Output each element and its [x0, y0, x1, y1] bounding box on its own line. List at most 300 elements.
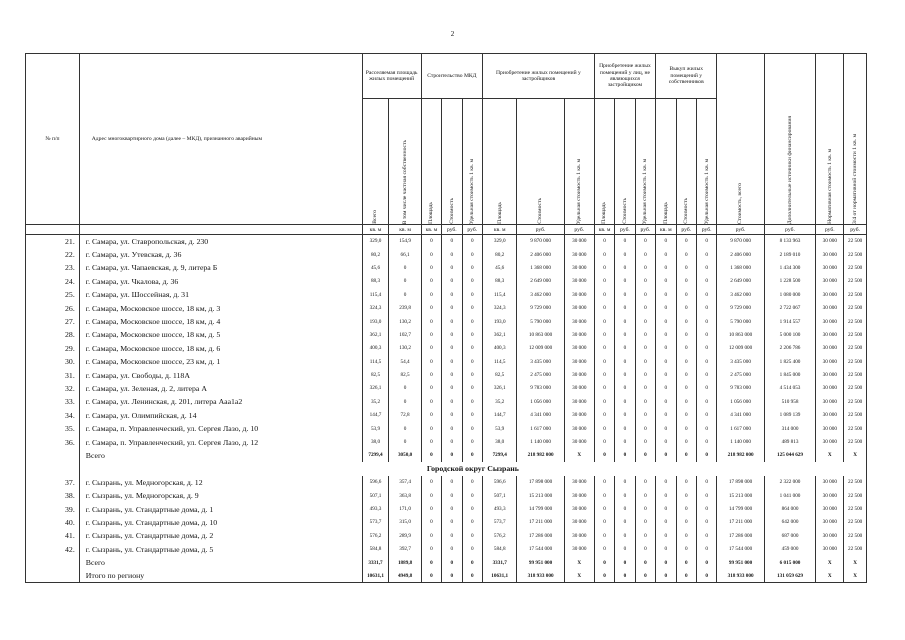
table-row [26, 235, 867, 248]
row-value: 0 [696, 315, 716, 328]
row-value: 0 [696, 248, 716, 261]
row-value: 0 [676, 248, 696, 261]
row-value: 0 [442, 476, 462, 489]
col-extra-src-header: Дополнительные источники финансирования [764, 54, 816, 225]
row-value: 0 [635, 275, 655, 288]
row-value: 400,3 [362, 342, 389, 355]
row-value: 0 [656, 235, 676, 248]
total-value: Х [564, 569, 594, 582]
group-nondeveloper-header: Приобретение жилых помещений у лиц, не являющихся застройщиком [594, 54, 655, 99]
sub-area-header: Площадь [421, 99, 441, 225]
row-value: 4 514 053 [764, 382, 816, 395]
row-value: 0 [615, 355, 635, 368]
row-value: 0 [696, 476, 716, 489]
total-value: 0 [615, 569, 635, 582]
row-value: 0 [462, 529, 482, 542]
unit-label: руб. [517, 225, 564, 235]
row-value: 38,0 [483, 435, 517, 448]
row-address: г. Самара, п. Управленческий, ул. Сергея Лазо, д. 12 [79, 435, 362, 448]
row-value: 45,6 [362, 261, 389, 274]
row-value: 0 [594, 235, 614, 248]
unit-label: руб. [844, 225, 867, 235]
row-value: 329,0 [483, 235, 517, 248]
row-value: 5 790 000 [717, 315, 764, 328]
row-value: 0 [462, 315, 482, 328]
row-value: 30 000 [564, 542, 594, 555]
row-value: 22 500 [844, 476, 867, 489]
row-value: 0 [615, 435, 635, 448]
row-value: 0 [676, 489, 696, 502]
unit-label: кв. м [389, 225, 421, 235]
unit-label: руб. [696, 225, 716, 235]
row-address: г. Самара, ул. Свободы, д. 118А [79, 368, 362, 381]
row-value: 2 189 010 [764, 248, 816, 261]
row-value: 0 [594, 315, 614, 328]
row-value: 1 368 000 [517, 261, 564, 274]
table-row [26, 261, 867, 274]
row-value: 0 [462, 542, 482, 555]
sub-private-header: В том числе частная собственность [389, 99, 421, 225]
row-value: 329,0 [362, 235, 389, 248]
row-value: 0 [656, 261, 676, 274]
table-row [26, 409, 867, 422]
row-address: г. Сызрань, ул. Медногорская, д. 12 [79, 476, 362, 489]
table-body [26, 235, 867, 583]
row-value: 9 783 000 [717, 382, 764, 395]
row-value: 0 [635, 489, 655, 502]
sub-cost-header: Стоимость [442, 99, 462, 225]
row-value: 0 [442, 261, 462, 274]
row-address: г. Самара, ул. Зеленая, д. 2, литера А [79, 382, 362, 395]
row-value: 0 [635, 248, 655, 261]
row-value: 0 [421, 489, 441, 502]
row-value: 493,3 [362, 502, 389, 515]
row-value: 362,1 [483, 328, 517, 341]
row-number: 30. [26, 355, 80, 368]
row-value: 0 [615, 476, 635, 489]
row-number: 24. [26, 275, 80, 288]
total-label: Всего [79, 449, 362, 462]
row-number: 42. [26, 542, 80, 555]
row-number: 29. [26, 342, 80, 355]
row-value: 0 [462, 301, 482, 314]
row-value: 0 [635, 516, 655, 529]
row-value: 0 [696, 355, 716, 368]
row-value: 22 500 [844, 409, 867, 422]
row-value: 0 [615, 409, 635, 422]
row-value: 0 [656, 315, 676, 328]
row-value: 130,2 [389, 315, 421, 328]
row-value: 507,1 [483, 489, 517, 502]
row-value: 0 [635, 368, 655, 381]
total-value: 3331,7 [483, 556, 517, 569]
total-value: 10631,1 [362, 569, 389, 582]
row-value: 0 [389, 435, 421, 448]
table-row [26, 382, 867, 395]
row-value: 0 [462, 328, 482, 341]
table-row [26, 422, 867, 435]
total-value: 0 [676, 556, 696, 569]
row-value: 22 500 [844, 342, 867, 355]
row-value: 30 000 [816, 342, 844, 355]
row-value: 2 406 000 [717, 248, 764, 261]
row-value: 0 [442, 368, 462, 381]
row-value: 30 000 [564, 328, 594, 341]
row-value: 30 000 [564, 342, 594, 355]
row-value: 171,0 [389, 502, 421, 515]
sub-unit-cost-header: Удельная стоимость 1 кв. м [564, 99, 594, 225]
total-value: 0 [656, 449, 676, 462]
row-value: 0 [594, 529, 614, 542]
row-value: 30 000 [816, 368, 844, 381]
row-value: 0 [676, 288, 696, 301]
row-value: 0 [676, 435, 696, 448]
row-value: 596,6 [362, 476, 389, 489]
row-value: 3 435 000 [717, 355, 764, 368]
row-value: 0 [696, 422, 716, 435]
table-row [26, 342, 867, 355]
row-value: 22 500 [844, 315, 867, 328]
row-value: 2 206 786 [764, 342, 816, 355]
row-value: 1 140 000 [717, 435, 764, 448]
row-value: 0 [676, 368, 696, 381]
unit-label: руб. [564, 225, 594, 235]
row-value: 30 000 [564, 288, 594, 301]
row-value: 0 [594, 516, 614, 529]
row-value: 642 000 [764, 516, 816, 529]
row-value: 0 [389, 382, 421, 395]
table-row [26, 502, 867, 515]
row-value: 45,6 [483, 261, 517, 274]
total-row [26, 556, 867, 569]
row-value: 0 [676, 395, 696, 408]
total-value: 0 [442, 449, 462, 462]
section-row [26, 462, 867, 475]
row-value: 0 [676, 542, 696, 555]
table-row [26, 368, 867, 381]
row-value: 0 [696, 395, 716, 408]
unit-label: руб. [816, 225, 844, 235]
row-value: 357,4 [389, 476, 421, 489]
row-value: 0 [462, 489, 482, 502]
row-value: 22 500 [844, 529, 867, 542]
row-value: 0 [421, 328, 441, 341]
row-value: 144,7 [483, 409, 517, 422]
table-row [26, 476, 867, 489]
total-value: 0 [635, 449, 655, 462]
row-value: 0 [594, 368, 614, 381]
row-value: 0 [442, 422, 462, 435]
row-value: 0 [635, 542, 655, 555]
total-label: Всего [79, 556, 362, 569]
row-value: 0 [462, 275, 482, 288]
row-value: 0 [594, 476, 614, 489]
row-address: г. Самара, ул. Олимпийская, д. 14 [79, 409, 362, 422]
section-title: Городской округ Сызрань [79, 462, 866, 475]
row-value: 0 [615, 516, 635, 529]
total-value: 0 [635, 569, 655, 582]
row-value: 0 [656, 489, 676, 502]
row-value: 0 [442, 315, 462, 328]
row-value: 22 500 [844, 516, 867, 529]
row-value: 144,7 [362, 409, 389, 422]
row-value: 0 [594, 502, 614, 515]
row-value: 489 813 [764, 435, 816, 448]
row-value: 1 056 000 [717, 395, 764, 408]
row-value: 0 [676, 275, 696, 288]
row-value: 0 [635, 435, 655, 448]
row-value: 0 [421, 435, 441, 448]
row-value: 0 [696, 261, 716, 274]
row-value: 0 [615, 502, 635, 515]
row-value: 22 500 [844, 435, 867, 448]
row-number: 26. [26, 301, 80, 314]
row-value: 573,7 [362, 516, 389, 529]
total-value: Х [816, 556, 844, 569]
total-value: 0 [696, 556, 716, 569]
row-value: 0 [421, 315, 441, 328]
row-value: 0 [656, 529, 676, 542]
row-value: 30 000 [564, 529, 594, 542]
row-value: 88,3 [362, 275, 389, 288]
row-value: 54,4 [389, 355, 421, 368]
row-address: г. Самара, ул. Ленинская, д. 201, литера Ааа1а2 [79, 395, 362, 408]
row-value: 0 [594, 355, 614, 368]
row-value: 0 [696, 342, 716, 355]
total-value: 0 [421, 569, 441, 582]
row-value: 30 000 [816, 435, 844, 448]
row-value: 0 [635, 409, 655, 422]
row-value: 0 [635, 529, 655, 542]
row-value: 0 [594, 489, 614, 502]
row-number: 32. [26, 382, 80, 395]
row-value: 114,5 [483, 355, 517, 368]
row-value: 0 [615, 235, 635, 248]
row-number: 36. [26, 435, 80, 448]
row-value: 30 000 [816, 382, 844, 395]
row-value: 4 341 000 [517, 409, 564, 422]
row-value: 0 [462, 435, 482, 448]
row-value: 22 500 [844, 288, 867, 301]
total-value: 7299,4 [362, 449, 389, 462]
total-value: 0 [615, 556, 635, 569]
row-value: 363,8 [389, 489, 421, 502]
row-value: 30 000 [816, 288, 844, 301]
row-value: 326,1 [362, 382, 389, 395]
row-value: 0 [615, 248, 635, 261]
row-value: 1 617 000 [517, 422, 564, 435]
row-value: 0 [676, 342, 696, 355]
row-address: г. Самара, п. Управленческий, ул. Сергея Лазо, д. 10 [79, 422, 362, 435]
row-value: 0 [696, 529, 716, 542]
row-value: 0 [421, 368, 441, 381]
row-value: 0 [635, 382, 655, 395]
row-value: 0 [656, 476, 676, 489]
row-value: 30 000 [816, 301, 844, 314]
unit-label: кв. м [483, 225, 517, 235]
row-value: 5 000 100 [764, 328, 816, 341]
row-value: 0 [676, 235, 696, 248]
row-value: 15 213 000 [517, 489, 564, 502]
row-value: 0 [442, 529, 462, 542]
row-value: 30 000 [816, 529, 844, 542]
row-value: 0 [442, 502, 462, 515]
total-value: 1889,8 [389, 556, 421, 569]
row-value: 0 [462, 516, 482, 529]
total-value: 0 [676, 449, 696, 462]
row-number: 22. [26, 248, 80, 261]
row-value: 1 825 400 [764, 355, 816, 368]
row-value: 30 000 [564, 409, 594, 422]
row-number: 40. [26, 516, 80, 529]
row-value: 0 [421, 301, 441, 314]
total-value: 0 [594, 569, 614, 582]
row-value: 22 500 [844, 261, 867, 274]
row-value: 0 [696, 382, 716, 395]
row-value: 35,2 [483, 395, 517, 408]
row-value: 4 341 000 [717, 409, 764, 422]
row-number: 41. [26, 529, 80, 542]
row-number: 27. [26, 315, 80, 328]
row-value: 17 898 000 [517, 476, 564, 489]
row-value: 0 [696, 368, 716, 381]
row-value: 0 [696, 502, 716, 515]
row-value: 0 [635, 502, 655, 515]
row-value: 30 000 [816, 248, 844, 261]
row-value: 0 [594, 409, 614, 422]
row-value: 0 [594, 248, 614, 261]
row-value: 0 [656, 355, 676, 368]
row-number: 39. [26, 502, 80, 515]
total-value: 0 [656, 569, 676, 582]
col-num-header: № п/п [26, 54, 80, 225]
total-value: 0 [696, 569, 716, 582]
row-value: 0 [421, 355, 441, 368]
group-developer-header: Приобретение жилых помещений у застройщиков [483, 54, 595, 99]
table-row [26, 435, 867, 448]
row-value: 0 [656, 409, 676, 422]
row-value: 0 [656, 368, 676, 381]
row-value: 1 228 500 [764, 275, 816, 288]
row-value: 22 500 [844, 422, 867, 435]
row-value: 30 000 [564, 382, 594, 395]
row-number [26, 569, 80, 582]
row-value: 400,3 [483, 342, 517, 355]
row-value: 0 [635, 261, 655, 274]
row-value: 38,0 [362, 435, 389, 448]
row-value: 0 [594, 395, 614, 408]
total-value: Х [816, 449, 844, 462]
row-value: 30 000 [816, 502, 844, 515]
row-address: г. Самара, ул. Утевская, д. 36 [79, 248, 362, 261]
row-value: 576,2 [362, 529, 389, 542]
row-value: 14 799 000 [717, 502, 764, 515]
total-value: Х [844, 556, 867, 569]
total-value: 10631,1 [483, 569, 517, 582]
row-value: 5 790 000 [517, 315, 564, 328]
row-value: 0 [656, 435, 676, 448]
row-address: г. Сызрань, ул. Стандартные дома, д. 1 [79, 502, 362, 515]
row-value: 17 898 000 [717, 476, 764, 489]
unit-label: руб. [676, 225, 696, 235]
table-header [26, 54, 867, 235]
row-value: 1 914 557 [764, 315, 816, 328]
row-value: 0 [696, 275, 716, 288]
sub-area-header: Площадь [594, 99, 614, 225]
row-value: 0 [635, 422, 655, 435]
row-value: 576,2 [483, 529, 517, 542]
row-value: 82,5 [362, 368, 389, 381]
row-value: 0 [635, 328, 655, 341]
unit-label: кв. м [594, 225, 614, 235]
row-value: 30 000 [816, 275, 844, 288]
row-value: 0 [462, 422, 482, 435]
row-value: 12 009 000 [717, 342, 764, 355]
row-value: 22 500 [844, 275, 867, 288]
row-value: 2 322 000 [764, 476, 816, 489]
row-value: 0 [676, 409, 696, 422]
row-address: г. Сызрань, ул. Стандартные дома, д. 5 [79, 542, 362, 555]
row-value: 0 [442, 355, 462, 368]
row-value: 0 [656, 248, 676, 261]
row-value: 30 000 [816, 516, 844, 529]
row-value: 30 000 [564, 516, 594, 529]
row-value: 30 000 [816, 409, 844, 422]
row-value: 0 [696, 516, 716, 529]
row-value: 315,0 [389, 516, 421, 529]
row-value: 17 544 000 [517, 542, 564, 555]
row-number [26, 462, 80, 475]
row-value: 0 [656, 328, 676, 341]
unit-label: руб. [462, 225, 482, 235]
row-value: 0 [676, 422, 696, 435]
row-value: 864 000 [764, 502, 816, 515]
row-value: 0 [615, 342, 635, 355]
row-value: 30 000 [816, 355, 844, 368]
total-row [26, 449, 867, 462]
row-value: 0 [676, 529, 696, 542]
row-value: 80,2 [483, 248, 517, 261]
row-value: 0 [442, 395, 462, 408]
row-address: г. Самара, ул. Чкалова, д. 36 [79, 275, 362, 288]
row-value: 0 [615, 301, 635, 314]
row-value: 22 500 [844, 502, 867, 515]
row-value: 0 [462, 502, 482, 515]
row-value: 0 [462, 476, 482, 489]
row-value: 130,2 [389, 342, 421, 355]
row-value: 2 649 000 [517, 275, 564, 288]
row-value: 17 211 000 [717, 516, 764, 529]
row-value: 0 [656, 395, 676, 408]
row-value: 53,9 [362, 422, 389, 435]
row-value: 82,5 [483, 368, 517, 381]
total-value: 0 [462, 556, 482, 569]
row-value: 0 [421, 529, 441, 542]
row-value: 0 [442, 248, 462, 261]
row-value: 0 [421, 409, 441, 422]
row-value: 30 000 [564, 476, 594, 489]
row-value: 22 500 [844, 235, 867, 248]
unit-label: руб. [635, 225, 655, 235]
total-value: 131 059 629 [764, 569, 816, 582]
row-value: 493,3 [483, 502, 517, 515]
row-value: 0 [462, 288, 482, 301]
row-value: 22 500 [844, 489, 867, 502]
row-value: 0 [656, 422, 676, 435]
units-row [26, 225, 867, 235]
row-value: 115,4 [362, 288, 389, 301]
row-number: 25. [26, 288, 80, 301]
